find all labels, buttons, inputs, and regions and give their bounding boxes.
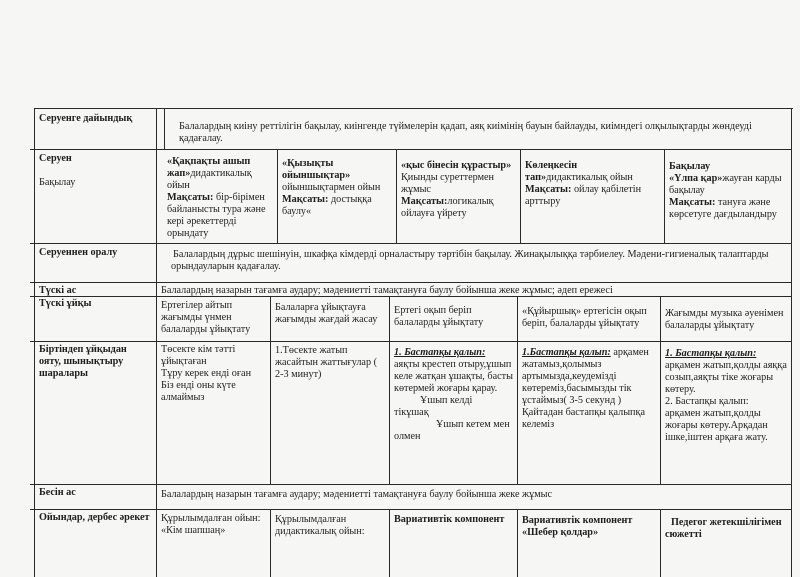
return-text: Балалардың дұрыс шешінуін, шкафқа кімдерді орналастыру тәртібін бақылау. Жинақылыққа тәрбиелеу. Мәдени-гигиеналық талаптарды орындауларын қадағалау. — [171, 249, 769, 272]
walk-goal: ойлау қабілетін арттыру — [525, 184, 642, 207]
row-label-snack: Бесін ас — [39, 487, 76, 498]
table-border — [277, 149, 278, 243]
goal-label: Мақсаты: — [401, 196, 448, 207]
nap-col-1: Ертегілер айтып жағымды үнмен балаларды ұйықтату — [161, 300, 251, 335]
poem-line: Ұшып келді — [420, 395, 473, 406]
table-border — [791, 108, 792, 577]
wakeup-col-2: 1.Төсекте жатып жасайтын жаттығулар ( 2-3 минут) — [275, 345, 377, 380]
goal-label: Мақсаты: — [669, 197, 716, 208]
walk-type: дидактикалық ойын — [167, 168, 252, 191]
preparation-text: Балалардың киіну реттілігін бақылау, киінгенде түймелерін қадап, аяқ киімінің бауын байлауды, киімндегі олқылықтарды жөндеуді қадағалау. — [179, 121, 752, 144]
table-border — [389, 296, 390, 484]
walk-goal: логикалық ойлауға үйрету — [401, 196, 494, 219]
table-border — [660, 509, 661, 577]
row-label-return: Серуеннен оралу — [39, 247, 118, 258]
walk-goal: бір-бірімен байланысты тура және кері әрекеттерді орындату — [167, 192, 266, 239]
table-border — [34, 108, 35, 577]
table-border — [30, 509, 792, 510]
walk-col-1 — [164, 155, 277, 243]
walk-col-5 — [666, 160, 790, 243]
row-label-games: Ойындар, дербес әрекет — [39, 512, 150, 523]
goal-label: Мақсаты: — [167, 192, 214, 203]
table-border — [270, 509, 271, 577]
games-col-3: Вариативтік компонент — [394, 514, 505, 525]
walk-subtitle: «Үлпа қар» — [669, 173, 723, 184]
games-col-2: Құрылымдалған дидактикалық ойын: — [275, 514, 365, 537]
table-border — [30, 149, 792, 150]
poem-line: олмен — [394, 431, 421, 442]
games-col-1: Құрылымдалған ойын: «Кім шапшаң» — [161, 513, 261, 536]
row-label-lunch: Түскі ас — [39, 285, 77, 296]
poem-line: Біз енді оны күте алмаймыз — [161, 380, 236, 403]
walk-type: Қиынды суреттермен жұмыс — [401, 172, 495, 195]
wakeup-col-1 — [158, 343, 269, 483]
wakeup-col-4 — [519, 346, 659, 484]
games-col-5: Педегог жетекшілігімен сюжетті — [665, 517, 782, 540]
poem-line: Ұшып кетем мен — [436, 419, 510, 430]
table-border — [30, 484, 792, 485]
table-border — [156, 108, 157, 577]
walk-goal: тануға және көрсетуге дағдыландыру — [669, 197, 777, 220]
walk-col-3 — [398, 159, 519, 243]
exercise-text: Қайтадан бастапқы қалыпқа келеміз — [522, 407, 645, 430]
goal-label: Мақсаты: — [282, 194, 329, 205]
poem-line: Төсекте кім тәтті ұйықтаған — [161, 344, 236, 367]
goal-label: Мақсаты: — [525, 184, 572, 195]
walk-title: Көлеңкесін тап» — [525, 160, 578, 183]
nap-col-4: «Құйыршық» ертегісін оқып беріп, балаларды ұйықтату — [522, 306, 647, 329]
nap-col-5: Жағымды музыка әуенімен балаларды ұйықтату — [665, 308, 784, 331]
snack-text: Балалардың назарын тағамға аудару; мәдениетті тамақтануға баулу бойынша жеке жұмыс — [161, 489, 553, 500]
nap-col-3: Ертегі оқып беріп балаларды ұйықтату — [394, 305, 484, 328]
exercise-text: аяқты крестеп отыру,ұшып келе жатқан ұшақты, басты көтермей жоғары қарау. — [394, 359, 513, 394]
walk-col-4 — [522, 159, 663, 243]
start-position-heading: 1.Бастапқы қалып: — [522, 347, 611, 358]
walk-title: «Қақпақты ашып жап» — [167, 156, 251, 179]
start-position-heading: 1. Бастапқы қалып: — [665, 348, 757, 359]
table-border — [30, 341, 792, 342]
walk-col-2 — [279, 157, 395, 243]
table-border — [664, 149, 665, 243]
wakeup-col-3 — [391, 346, 516, 484]
start-position-heading: 2. Бастапқы қалып: — [665, 396, 749, 407]
table-border — [30, 243, 792, 244]
poem-line: Тұру керек енді оған — [161, 368, 252, 379]
walk-goal: достыққа баулу« — [282, 194, 372, 217]
walk-title: «Қызықты ойыншықтар» — [282, 158, 351, 181]
row-label-wakeup: Біртіндеп ұйқыдан ояту, шынықтыру шаралары — [39, 344, 127, 379]
exercise-text: арқамен жатып,қолды аяққа созып,аяқты тіке жоғары көтеру. — [665, 360, 787, 395]
row-label-nap: Түскі ұйқы — [39, 298, 92, 309]
poem-line: тікұшақ — [394, 407, 429, 418]
start-position-heading: 1. Бастапқы қалып: — [394, 347, 486, 358]
table-border — [660, 296, 661, 484]
exercise-text: арқамен жатамыз,қолымыз артымызда,кеудемізді көтереміз,басымызды тік ұстаймыз( 3-5 секунд ) — [522, 347, 649, 406]
table-border — [517, 296, 518, 484]
table-border — [34, 108, 793, 109]
games-col-4: Вариативтік компонент «Шебер қолдар» — [522, 515, 633, 538]
table-border — [389, 509, 390, 577]
table-border — [396, 149, 397, 243]
observation-label: Бақылау — [39, 177, 76, 188]
row-label-walk — [36, 152, 154, 242]
walk-title: Бақылау — [669, 161, 711, 172]
walk-label: Серуен — [39, 153, 72, 164]
wakeup-col-5 — [662, 347, 790, 484]
table-border — [164, 108, 165, 149]
table-border — [30, 282, 792, 283]
walk-type: дидактикалық ойын — [546, 172, 633, 183]
row-label-preparation: Серуенге дайындық — [39, 113, 133, 124]
table-border — [270, 296, 271, 484]
table-border — [520, 149, 521, 243]
exercise-text: арқамен жатып,қолды жоғары көтеру.Арқадан ішке,іштен арқаға жату. — [665, 408, 768, 443]
walk-type: ойыншықтармен ойын — [282, 182, 381, 193]
walk-type: жауған карды бақылау — [669, 173, 782, 196]
walk-title: «қыс бінесін құрастыр» — [401, 160, 512, 171]
table-border — [517, 509, 518, 577]
lunch-text: Балалардың назарын тағамға аудару; мәдениетті тамақтануға баулу бойынша жеке жұмыс; әдеп ережесі — [161, 285, 613, 296]
nap-col-2: Балаларға ұйықтауға жағымды жағдай жасау — [275, 302, 378, 325]
